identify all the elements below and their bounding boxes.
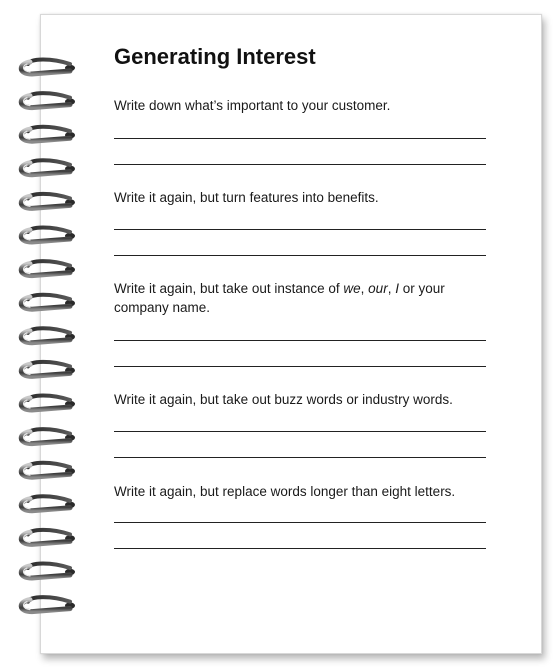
- writing-line[interactable]: [114, 522, 486, 523]
- prompt-1: Write down what’s important to your customer.: [114, 98, 391, 113]
- spiral-coil: [21, 261, 75, 276]
- spiral-coil: [21, 496, 75, 511]
- spiral-coil: [21, 228, 75, 243]
- prompt-3-sep: ,: [360, 281, 369, 296]
- page-title: Generating Interest: [114, 44, 316, 69]
- spiral-coil: [21, 564, 75, 579]
- prompt-5: Write it again, but replace words longer than eight letters.: [114, 484, 456, 499]
- spiral-coil: [21, 160, 75, 175]
- prompt-3-em-i: I: [395, 281, 399, 296]
- prompt-3-em-we: we: [343, 281, 361, 296]
- spiral-coil: [21, 93, 75, 108]
- writing-line[interactable]: [114, 229, 486, 230]
- prompt-3: [114, 279, 498, 317]
- spiral-coil: [21, 60, 75, 75]
- spiral-coil: [21, 295, 75, 310]
- writing-line[interactable]: [114, 164, 486, 165]
- prompt-3-text-before: Write it again, but take out instance of: [114, 281, 344, 296]
- spiral-coil: [21, 194, 75, 209]
- prompt-3-sep: ,: [387, 281, 396, 296]
- spiral-coil: [21, 429, 75, 444]
- prompt-2: Write it again, but turn features into benefits.: [114, 190, 379, 205]
- writing-line[interactable]: [114, 340, 486, 341]
- writing-line[interactable]: [114, 548, 486, 549]
- prompt-4: Write it again, but take out buzz words or industry words.: [114, 392, 453, 407]
- spiral-coil: [21, 396, 75, 411]
- spiral-coil: [21, 597, 75, 612]
- prompt-3-em-our: our: [368, 281, 388, 296]
- writing-line[interactable]: [114, 431, 486, 432]
- writing-line[interactable]: [114, 457, 486, 458]
- prompt-3-text-after: or your company name.: [114, 281, 445, 315]
- spiral-coil: [21, 530, 75, 545]
- writing-line[interactable]: [114, 366, 486, 367]
- spiral-coil: [21, 463, 75, 478]
- spiral-coil: [21, 328, 75, 343]
- writing-line[interactable]: [114, 138, 486, 139]
- spiral-binding: [0, 0, 80, 669]
- spiral-coil: [21, 127, 75, 142]
- writing-line[interactable]: [114, 255, 486, 256]
- spiral-coil: [21, 362, 75, 377]
